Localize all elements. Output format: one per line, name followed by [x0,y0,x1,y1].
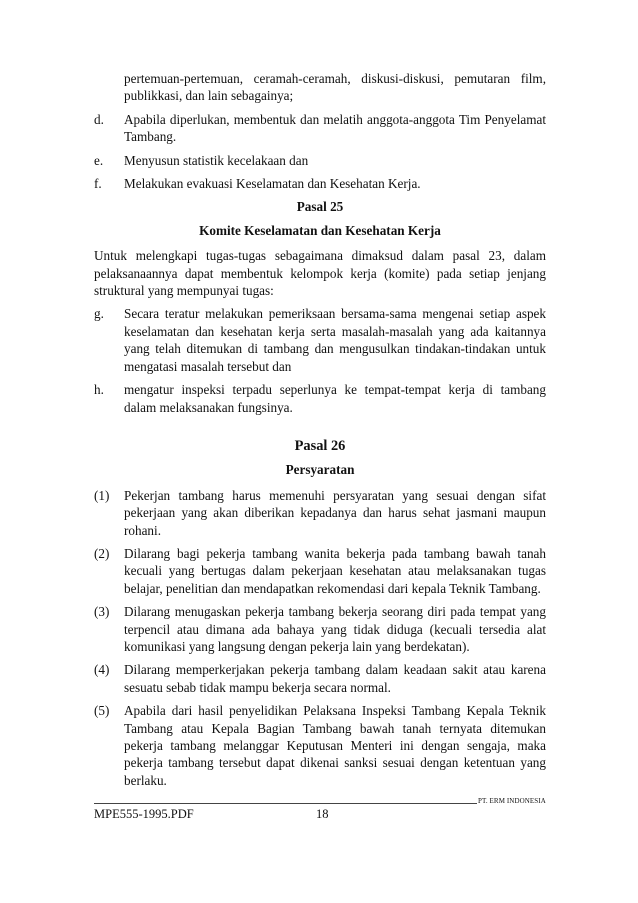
document-page [94,70,546,795]
list-item [94,702,546,789]
list-1-5 [94,487,546,790]
list-item [94,603,546,655]
list-text: Apabila diperlukan, membentuk dan melatih anggota-anggota Tim Penyelamat Tambang. [124,111,546,145]
pasal-25-intro: Untuk melengkapi tugas-tugas sebagaimana dimaksud dalam pasal 23, dalam pelaksanaannya dapat membentuk kelompok kerja (komite) pada setiap jenjang struktural yang mempunyai tugas: [94,248,546,299]
list-item [94,152,546,169]
list-marker: g. [94,306,104,322]
pasal-26-title: Persyaratan [285,462,355,478]
list-marker: h. [94,382,104,398]
list-item [94,305,546,375]
list-item [94,661,546,696]
list-marker: d. [94,111,104,127]
list-item [94,381,546,416]
list-item [94,487,546,539]
footer-company: PT. ERM INDONESIA [478,797,546,805]
list-item [94,111,546,146]
pasal-26-heading: Pasal 26 [294,437,346,454]
list-marker: (1) [94,487,110,503]
list-text: Dilarang menugaskan pekerja tambang bekerja seorang diri pada tempat yang terpencil atau dimana ada bahaya yang tidak diduga (kecuali tersedia alat komunikasi yang langsung dengan pekerja lain yang berdekatan). [124,604,546,654]
list-text: Secara teratur melakukan pemeriksaan bersama-sama mengenai setiap aspek keselamatan dan kesehatan kerja serta masalah-masalah yang ada kaitannya yang telah ditemukan di tambang dan mengusulkan tindakan-tindakan untuk mengatasi masalah tersebut dan [124,306,546,374]
page-number: 18 [316,807,329,821]
list-marker: f. [94,176,102,192]
list-marker: (4) [94,662,110,678]
list-marker: (3) [94,604,110,620]
list-item [94,175,546,192]
list-marker: e. [94,152,104,168]
list-g-h [94,305,546,415]
list-marker: (5) [94,703,110,719]
list-d-f [94,111,546,193]
continuation-text: pertemuan-pertemuan, ceramah-ceramah, diskusi-diskusi, pemutaran film, publikkasi, dan lain sebagainya; [124,71,546,104]
list-text: Pekerjan tambang harus memenuhi persyaratan yang sesuai dengan sifat pekerjaan yang akan diberikan kepadanya dan harus sehat jasmani maupun rohani. [124,487,546,538]
list-text: mengatur inspeksi terpadu seperlunya ke tempat-tempat kerja di tambang dalam melaksanakan fungsinya. [124,382,546,415]
list-marker: (2) [94,545,110,561]
pasal-25-heading: Pasal 25 [296,199,344,215]
footer-filename: MPE555-1995.PDF [94,807,194,821]
list-text: Dilarang bagi pekerja tambang wanita bekerja pada tambang bawah tanah kecuali yang bertugas dalam pekerjaan kesehatan atau melaksanakan tugas belajar, penelitian dan mendapatkan rekomendasi dari kepala Teknik Tambang. [124,545,546,596]
footer-divider [94,803,477,804]
pasal-25-title: Komite Keselamatan dan Kesehatan Kerja [199,222,441,238]
list-text: Apabila dari hasil penyelidikan Pelaksana Inspeksi Tambang Kepala Teknik Tambang atau Kepala Bagian Tambang bawah tanah ternyata ditemukan pekerja tambang melanggar Keputusan Menteri ini dengan sengaja, maka pekerja tambang tersebut dapat dikenai sanksi sesuai dengan ketentuan yang berlaku. [124,703,546,788]
list-text: Menyusun statistik kecelakaan dan [124,152,309,168]
list-text: Dilarang memperkerjakan pekerja tambang dalam keadaan sakit atau karena sesuatu sebab tidak mampu bekerja secara normal. [124,662,546,695]
list-item [94,545,546,597]
list-text: Melakukan evakuasi Keselamatan dan Kesehatan Kerja. [124,176,421,192]
